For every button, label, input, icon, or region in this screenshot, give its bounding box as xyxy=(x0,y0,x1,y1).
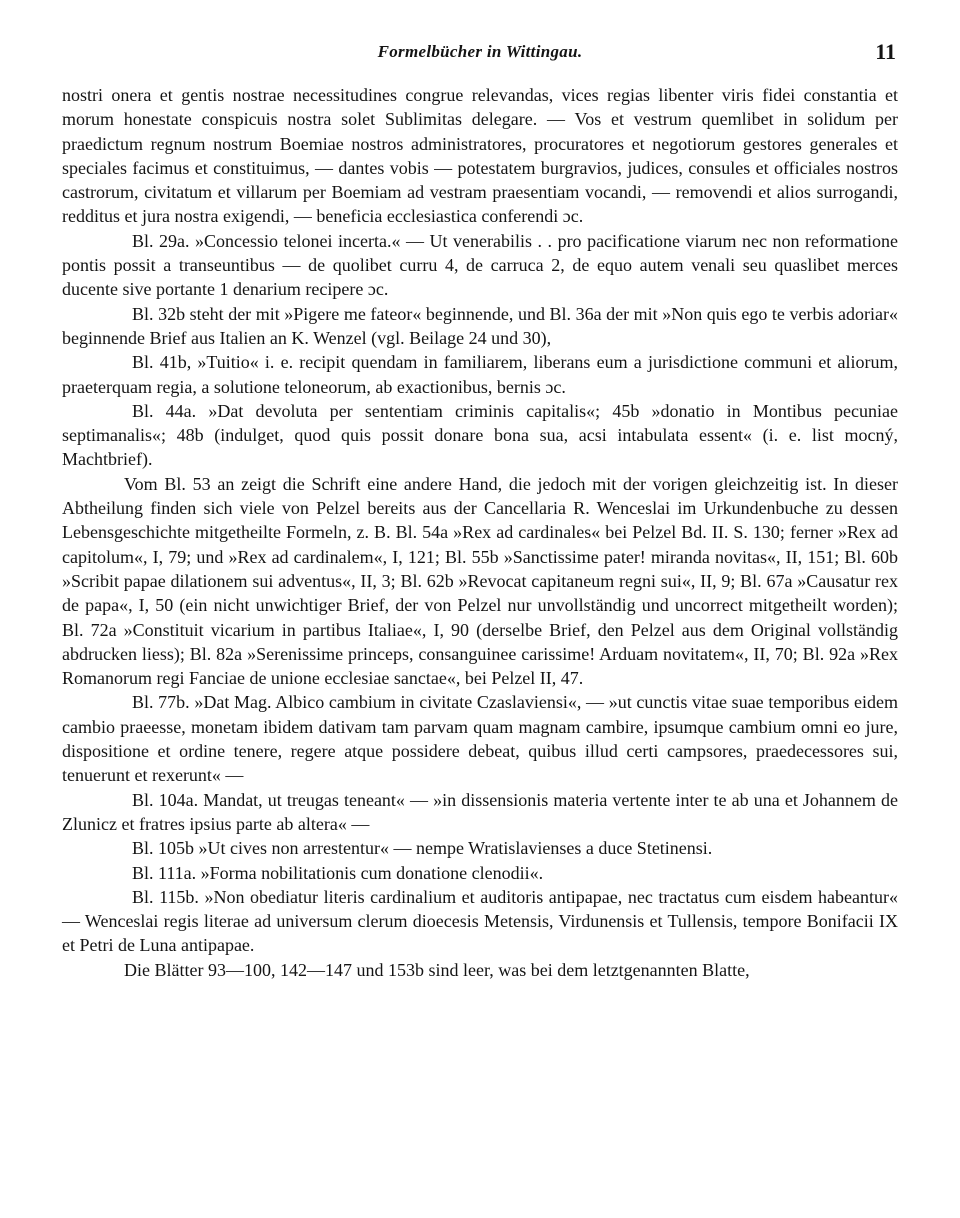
paragraph-5: Bl. 44a. »Dat devoluta per sententiam criminis capitalis«; 45b »donatio in Montibus pecuniae septimanalis«; 48b (indulget, quod quis possit donare bona sua, acsi intabulata essent« (i. e. list mocný, Machtbrief). xyxy=(62,400,898,470)
paragraph-11: Bl. 115b. »Non obediatur literis cardinalium et auditoris antipapae, nec tractatus cum eisdem habeantur« — Wenceslai regis literae ad universum clerum dioecesis Metensis, Virdunensis et Tullensis, tempore Bonifacii IX et Petri de Luna antipapae. xyxy=(62,886,898,956)
paragraph-12: Die Blätter 93—100, 142—147 und 153b sind leer, was bei dem letztgenannten Blatte, xyxy=(124,959,750,980)
paragraph-2: Bl. 29a. »Concessio telonei incerta.« — Ut venerabilis . . pro pacificatione viarum nec non reformatione pontis possit a transeuntibus — de quolibet curru 4, de carruca 2, de equo autem venali seu quaslibet merces ducente sive portante 1 denarium recipere ɔc. xyxy=(62,230,898,300)
paragraph-1: nostri onera et gentis nostrae necessitudines congrue relevandas, vices regias libenter viris fidei constantia et morum honestate conspicuis nostra solet Sublimitas delegare. — Vos et vestrum quemlibet in solidum per praedictum regnum nostrum Boemiae nostros administratores, procuratores et negotiorum gestores generales et speciales facimus et constituimus, — dantes vobis — potestatem burgravios, judices, consules et officiales nostros castrorum, civitatum et villarum per Boemiam ad vestram praesentiam vocandi, — removendi et alios surrogandi, redditus et jura nostra exigendi, — beneficia ecclesiastica conferendi ɔc. xyxy=(62,85,898,227)
paragraph-3: Bl. 32b steht der mit »Pigere me fateor« beginnende, und Bl. 36a der mit »Non quis ego te verbis adoriar« beginnende Brief aus Italien an K. Wenzel (vgl. Beilage 24 und 30), xyxy=(62,303,898,348)
running-title: Formelbücher in Wittingau. xyxy=(377,42,583,61)
paragraph-6: Vom Bl. 53 an zeigt die Schrift eine andere Hand, die jedoch mit der vorigen gleichzeitig ist. In dieser Abtheilung finden sich viele von Pelzel bereits aus der Cancellaria R. Wenceslai im Urkundenbuche zu dessen Lebensgeschichte mitgetheilte Formeln, z. B. Bl. 54a »Rex ad cardinales« bei Pelzel Bd. II. S. 130; ferner »Rex ad capitolum«, I, 79; und »Rex ad cardinalem«, I, 121; Bl. 55b »Sanctissime pater! miranda novitas«, II, 151; Bl. 60b »Scribit papae dilationem sui adventus«, II, 3; Bl. 62b »Revocat capitaneum regni sui«, II, 9; Bl. 67a »Causatur rex de papa«, I, 50 (ein nicht unwichtiger Brief, der von Pelzel nur unvollständig und uncorrect mitgetheilt worden); Bl. 72a »Constituit vicarium in partibus Italiae«, I, 90 (derselbe Brief, den Pelzel aus dem Original vollständig abdrucken liess); Bl. 82a »Serenissime princeps, consanguinee carissime! Arduam novitatem«, II, 70; Bl. 92a »Rex Romanorum regi Fanciae de unione ecclesiae sanctae«, bei Pelzel II, 47. xyxy=(62,473,898,689)
page-number: 11 xyxy=(875,39,896,64)
body-text xyxy=(62,83,898,982)
paragraph-4: Bl. 41b, »Tuitio« i. e. recipit quendam in familiarem, liberans eum a jurisdictione communi et aliorum, praeterquam regia, a solutione teloneorum, ab exactionibus, bernis ɔc. xyxy=(62,352,898,397)
paragraph-7: Bl. 77b. »Dat Mag. Albico cambium in civitate Czaslaviensi«, — »ut cunctis vitae suae temporibus eidem cambio praeesse, monetam ibidem dativam tam parvam quam magnam cambire, ipsumque cambium omni eo jure, dispositione et ordine tenere, regere atque possidere debeat, quibus illud certi campsores, praedecessores sui, tenuerunt et rexerunt« — xyxy=(62,692,898,786)
paragraph-8: Bl. 104a. Mandat, ut treugas teneant« — »in dissensionis materia vertente inter te ab una et Johannem de Zlunicz et fratres ipsius parte ab altera« — xyxy=(62,789,898,834)
paragraph-9: Bl. 105b »Ut cives non arrestentur« — nempe Wratislavienses a duce Stetinensi. xyxy=(132,838,713,859)
running-header xyxy=(62,39,898,72)
paragraph-10: Bl. 111a. »Forma nobilitationis cum donatione clenodii«. xyxy=(132,862,544,883)
